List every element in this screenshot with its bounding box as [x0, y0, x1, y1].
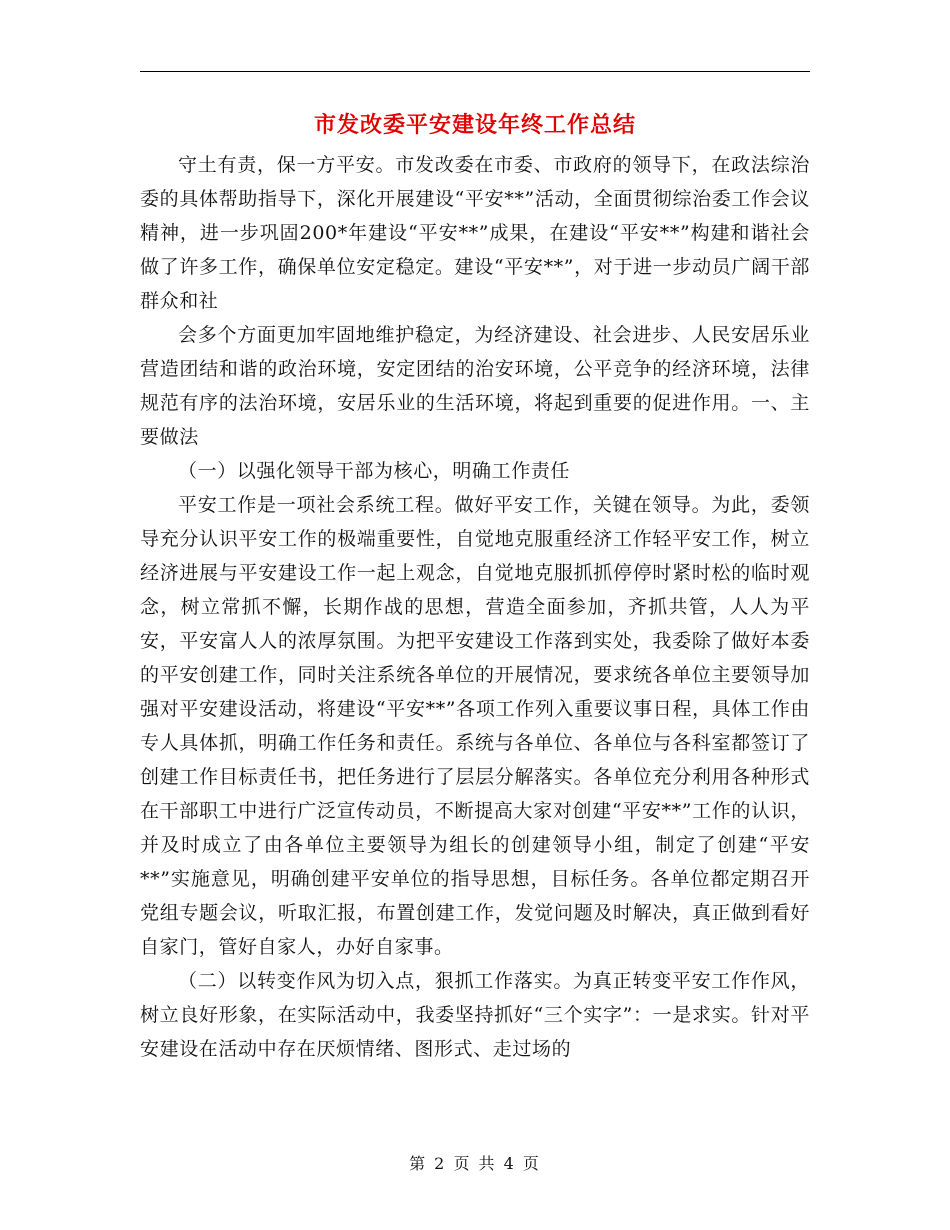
paragraph-significance: 会多个方面更加牢固地维护稳定，为经济建设、社会进步、人民安居乐业营造团结和谐的政治环境，安定团结的治安环境，公平竞争的经济环境，法律规范有序的法治环境，安居乐业的生活环境，将起到重要的促进作用。一、主要做法 — [140, 324, 810, 448]
paragraph-intro: 守土有责，保一方平安。市发改委在市委、市政府的领导下，在政法综治委的具体帮助指导下，深化开展建设“平安**”活动，全面贯彻综治委工作会议精神，进一步巩固200*年建设“平安**”成果，在建设“平安**”构建和谐社会做了许多工作，确保单位安定稳定。建设“平安**”，对于进一步动员广阔干部群众和社 — [140, 154, 810, 312]
paragraph-leadership: 平安工作是一项社会系统工程。做好平安工作，关键在领导。为此，委领导充分认识平安工作的极端重要性，自觉地克服重经济工作轻平安工作，树立经济进展与平安建设工作一起上观念，自觉地克服抓抓停停时紧时松的临时观念，树立常抓不懈，长期作战的思想，营造全面参加，齐抓共管，人人为平安，平安富人人的浓厚氛围。为把平安建设工作落到实处，我委除了做好本委的平安创建工作，同时关注系统各单位的开展情况，要求统各单位主要领导加强对平安建设活动，将建设“平安**”各项工作列入重要议事日程，具体工作由专人具体抓，明确工作任务和责任。系统与各单位、各单位与各科室都签订了创建工作目标责任书，把任务进行了层层分解落实。各单位充分利用各种形式在干部职工中进行广泛宣传动员，不断提高大家对创建“平安**”工作的认识，并及时成立了由各单位主要领导为组长的创建领导小组，制定了创建“平安**”实施意见，明确创建平安单位的指导思想，目标任务。各单位都定期召开党组专题会议，听取汇报，布置创建工作，发觉问题及时解决，真正做到看好自家门，管好自家人，办好自家事。 — [140, 494, 810, 958]
paragraph-work-style: （二）以转变作风为切入点，狠抓工作落实。为真正转变平安工作作风，树立良好形象，在实际活动中，我委坚持抓好“三个实字”：一是求实。针对平安建设在活动中存在厌烦情绪、图形式、走过场的 — [140, 970, 810, 1060]
page-number: 第 2 页 共 4 页 — [409, 1154, 541, 1173]
section-heading-1: （一）以强化领导干部为核心，明确工作责任 — [178, 460, 571, 482]
document-title: 市发改委平安建设年终工作总结 — [313, 112, 636, 138]
document-body — [140, 148, 810, 1066]
header-rule — [140, 71, 810, 72]
